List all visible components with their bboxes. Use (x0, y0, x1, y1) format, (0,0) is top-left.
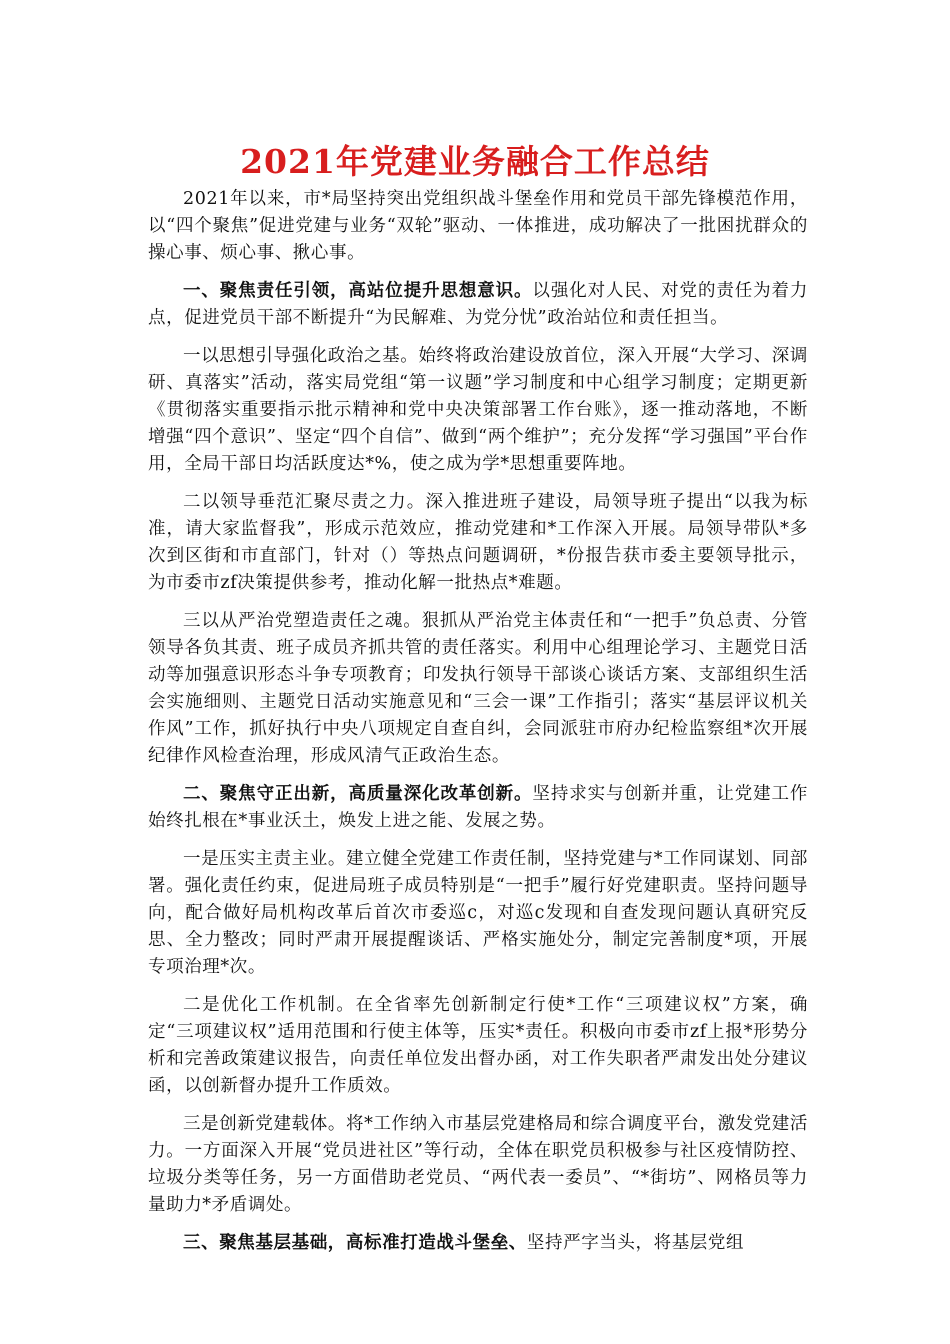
paragraph-text: 坚持严字当头，将基层党组 (526, 1233, 745, 1253)
paragraph (148, 846, 808, 981)
paragraph-text: 三是创新党建载体。将*工作纳入市基层党建格局和综合调度平台，激发党建活力。一方面深入开展“党员进社区”等行动，全体在职党员积极参与社区疫情防控、垃圾分类等任务，另一方面借助老党员、“两代表一委员”、“*街坊”、网格员等力量助力*矛盾调处。 (148, 1114, 808, 1215)
section-heading: 二、聚焦守正出新，高质量深化改革创新。 (183, 784, 533, 804)
paragraph-text: 二以领导垂范汇聚尽责之力。深入推进班子建设，局领导班子提出“以我为标准，请大家监督我”，形成示范效应，推动党建和*工作深入开展。局领导带队*多次到区街和市直部门，针对（）等热点问题调研，*份报告获市委主要领导批示，为市委市zf决策提供参考，推动化解一批热点*难题。 (148, 492, 808, 593)
paragraph (148, 489, 808, 597)
paragraph-text: 二是优化工作机制。在全省率先创新制定行使*工作“三项建议权”方案，确定“三项建议权”适用范围和行使主体等，压实*责任。积极向市委市zf上报*形势分析和完善政策建议报告，向责任单位发出督办函，对工作失职者严肃发出处分建议函，以创新督办提升工作质效。 (148, 995, 808, 1096)
document-title: 2021年党建业务融合工作总结 (240, 142, 710, 181)
paragraph (148, 1111, 808, 1219)
paragraph-intro (148, 186, 808, 267)
paragraph-text: 一以思想引导强化政治之基。始终将政治建设放首位，深入开展“大学习、深调研、真落实”活动，落实局党组“第一议题”学习制度和中心组学习制度；定期更新《贯彻落实重要指示批示精神和党中央决策部署工作台账》，逐一推动落地，不断增强“四个意识”、坚定“四个自信”、做到“两个维护”；充分发挥“学习强国”平台作用，全局干部日均活跃度达*%，使之成为学*思想重要阵地。 (148, 346, 808, 474)
section-heading-paragraph (148, 781, 808, 835)
paragraph-text: 2021年以来，市*局坚持突出党组织战斗堡垒作用和党员干部先锋模范作用，以“四个聚焦”促进党建与业务“双轮”驱动、一体推进，成功解决了一批困扰群众的操心事、烦心事、揪心事。 (148, 189, 808, 263)
paragraph-text: 以强化对人民、对党的责任为着力点，促进党员干部不断提升“为民解难、为党分忧”政治站位和责任担当。 (148, 281, 808, 328)
paragraph-text: 三以从严治党塑造责任之魂。狠抓从严治党主体责任和“一把手”负总责、分管领导各负其责、班子成员齐抓共管的责任落实。利用中心组理论学习、主题党日活动等加强意识形态斗争专项教育；印发执行领导干部谈心谈话方案、支部组织生活会实施细则、主题党日活动实施意见和“三会一课”工作指引；落实“基层评议机关作风”工作，抓好执行中央八项规定自查自纠，会同派驻市府办纪检监察组*次开展纪律作风检查治理，形成风清气正政治生态。 (148, 611, 808, 766)
section-heading: 三、聚焦基层基础，高标准打造战斗堡垒、 (183, 1233, 527, 1253)
paragraph (148, 608, 808, 770)
document-body (148, 186, 808, 1268)
paragraph-text: 一是压实主责主业。建立健全党建工作责任制，坚持党建与*工作同谋划、同部署。强化责任约束，促进局班子成员特别是“一把手”履行好党建职责。坚持问题导向，配合做好局机构改革后首次市委巡c，对巡c发现和自查发现问题认真研究反思、全力整改；同时严肃开展提醒谈话、严格实施处分，制定完善制度*项，开展专项治理*次。 (148, 849, 808, 977)
section-heading-paragraph (148, 278, 808, 332)
paragraph-text: 坚持求实与创新并重，让党建工作始终扎根在*事业沃土，焕发上进之能、发展之势。 (148, 784, 808, 831)
paragraph (148, 992, 808, 1100)
section-heading: 一、聚焦责任引领，高站位提升思想意识。 (183, 281, 533, 301)
section-heading-paragraph (148, 1230, 808, 1257)
paragraph (148, 343, 808, 478)
